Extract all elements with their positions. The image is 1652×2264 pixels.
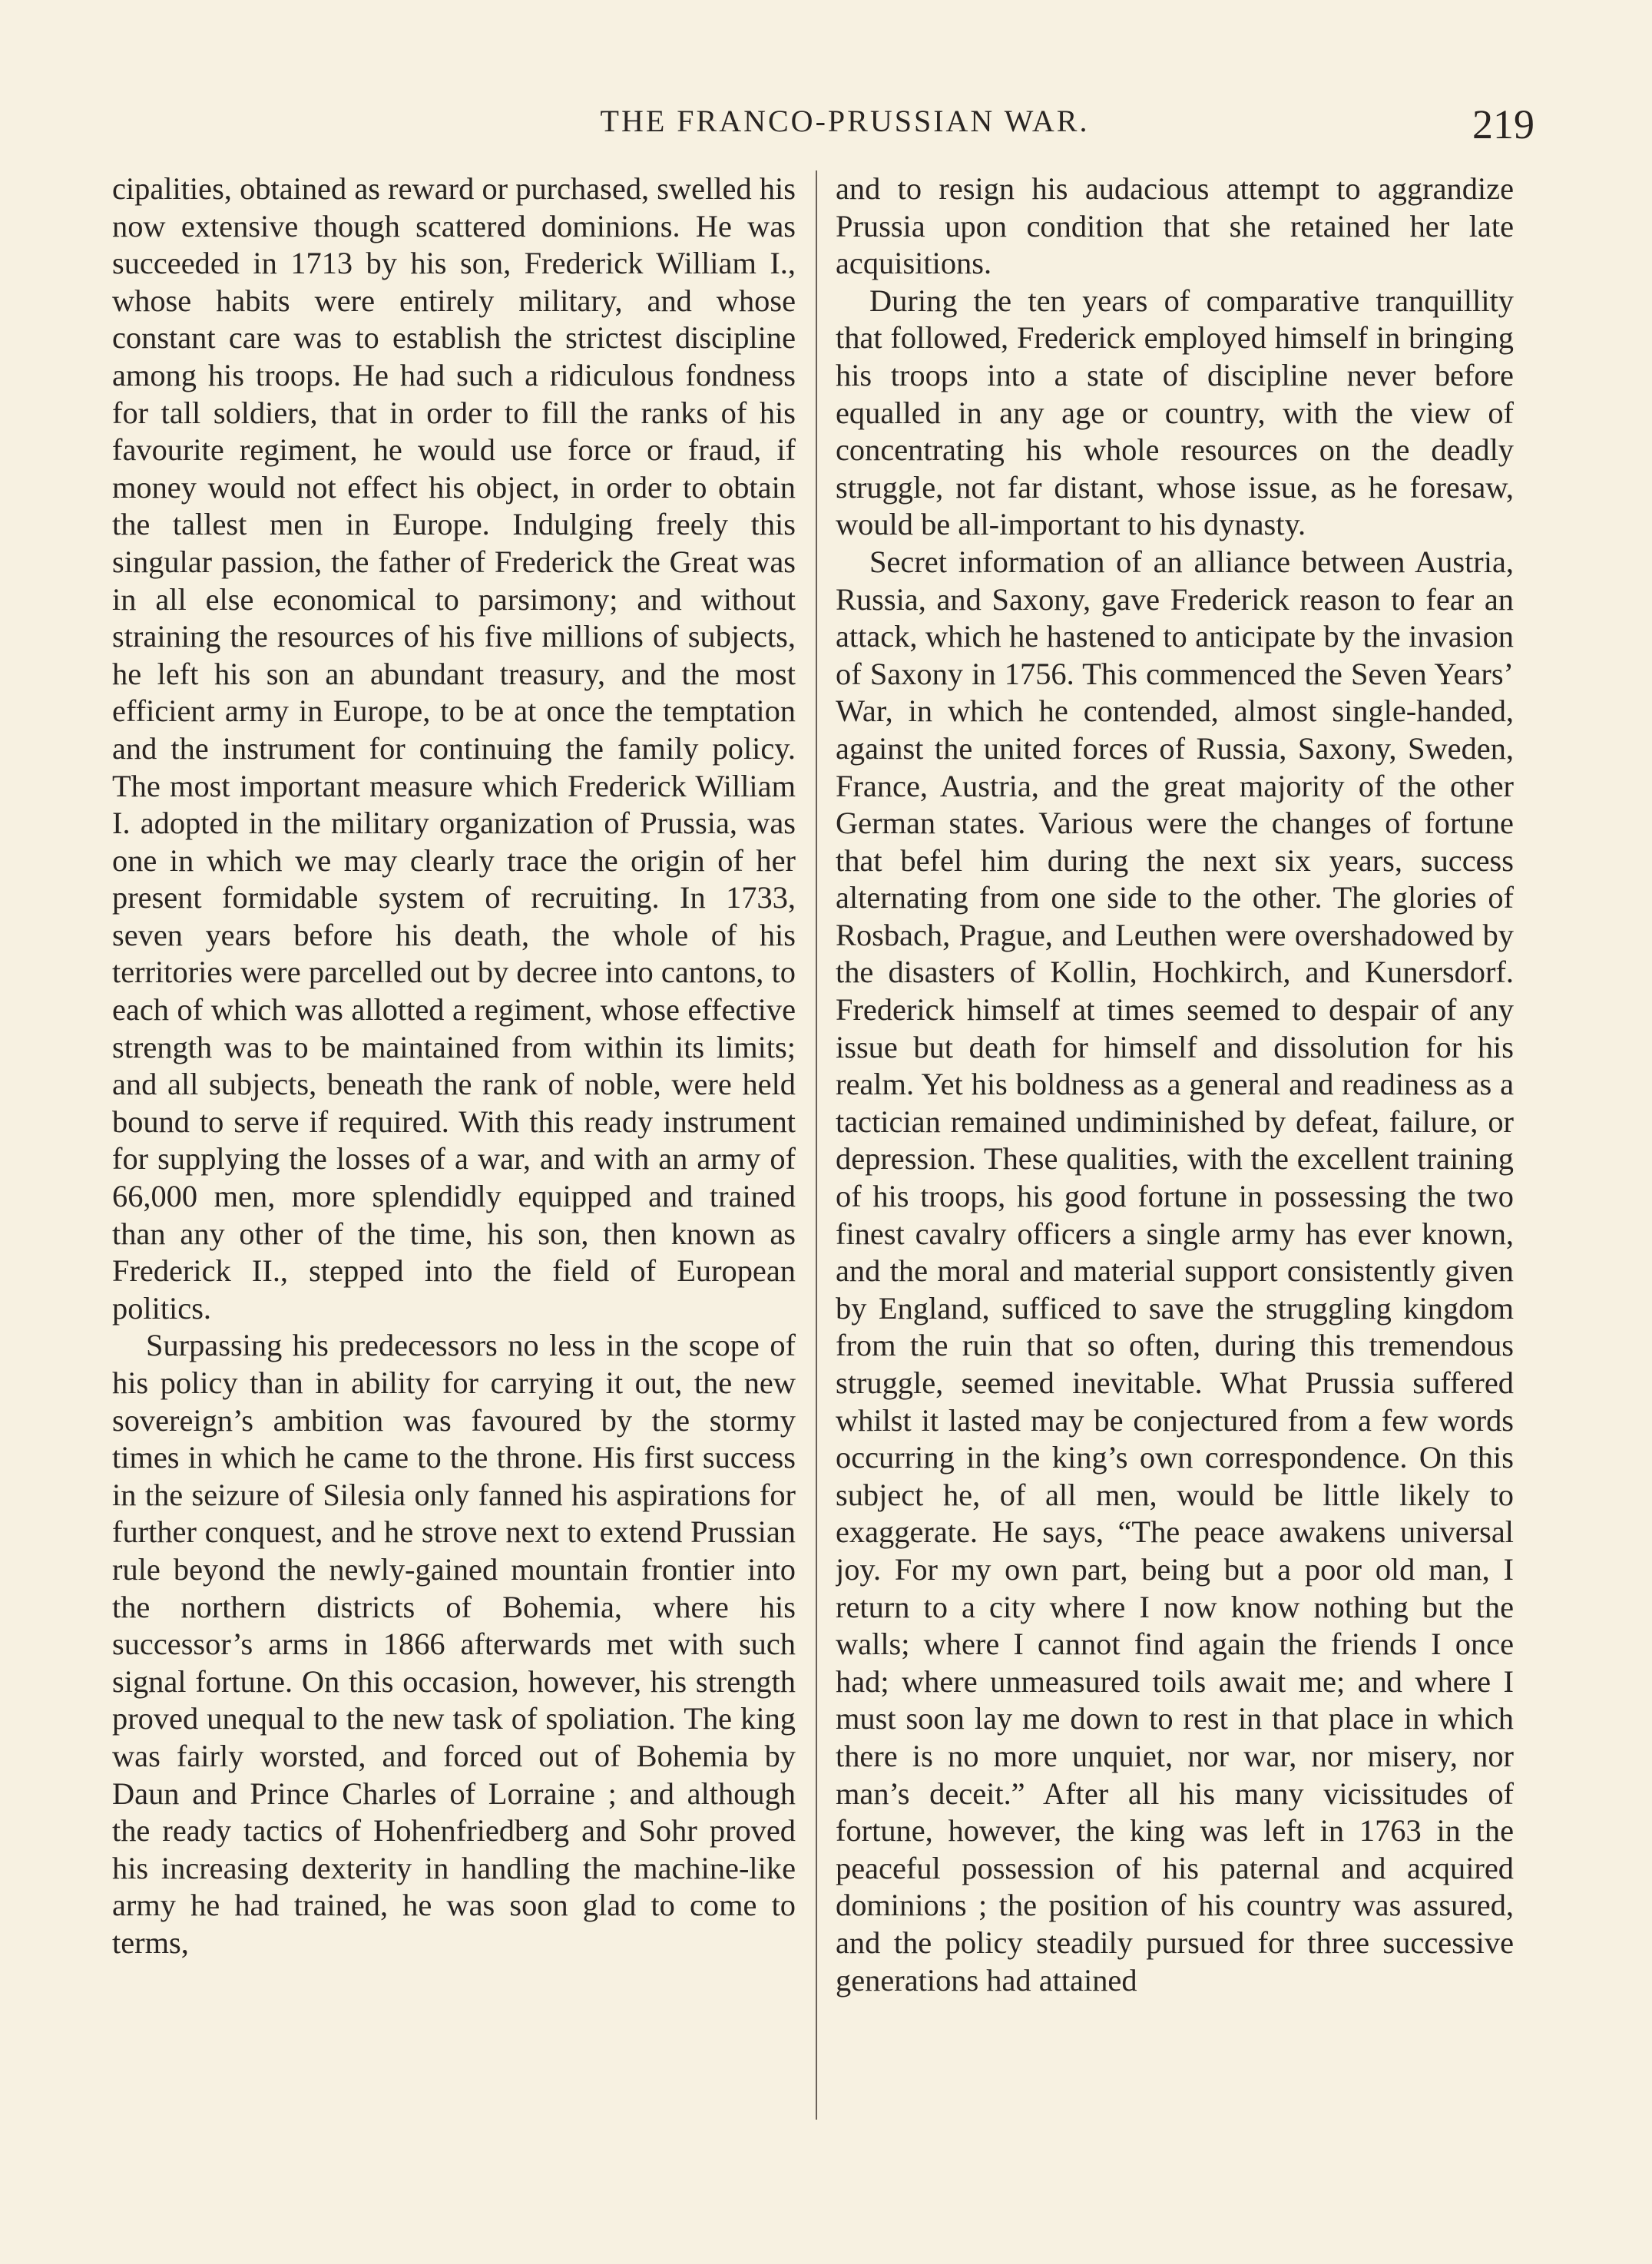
left-paragraph-2: Surpassing his predecessors no less in the scope of his policy than in ability for carrying it out, the new sovereign’s ambition was favoured by the stormy times in which he came to the throne. His first success in the seizure of Silesia only fanned his aspirations for further conquest, and he strove next to extend Prussian rule beyond the newly-gained mountain frontier into the northern districts of Bohemia, where his successor’s arms in 1866 afterwards met with such signal fortune. On this occasion, however, his strength proved unequal to the new task of spoliation. The king was fairly worsted, and forced out of Bohemia by Daun and Prince Charles of Lorraine ; and although the ready tactics of Hohenfriedberg and Sohr proved his increasing dexterity in handling the machine-like army he had trained, he was soon glad to come to terms, <box>112 1328 796 1960</box>
running-title: THE FRANCO-PRUSSIAN WAR. <box>600 104 1090 138</box>
right-paragraph-3: Secret information of an alliance between Austria, Russia, and Saxony, gave Frederick reason to fear an attack, which he hastened to anticipate by the invasion of Saxony in 1756. This commenced the Seven Years’ War, in which he contended, almost single-handed, against the united forces of Russia, Saxony, Sweden, France, Austria, and the great majority of the other German states. Various were the changes of fortune that befel him during the next six years, success alternating from one side to the other. The glories of Rosbach, Prague, and Leuthen were overshadowed by the disasters of Kollin, Hochkirch, and Kunersdorf. Frederick himself at times seemed to despair of any issue but death for himself and dissolution for his realm. Yet his boldness as a general and readiness as a tactician remained undiminished by defeat, failure, or depression. These qualities, with the excellent training of his troops, his good fortune in possessing the two finest cavalry officers a single army has ever known, and the moral and material support consistently given by England, sufficed to save the struggling kingdom from the ruin that so often, during this tremendous struggle, seemed inevitable. What Prussia suffered whilst it lasted may be conjectured from a few words occurring in the king’s own correspondence. On this subject he, of all men, would be little likely to exaggerate. He says, “The peace awakens universal joy. For my own part, being but a poor old man, I return to a city where I now know nothing but the walls; where I cannot find again the friends I once had; where unmeasured toils await me; and where I must soon lay me down to rest in that place in which there is no more unquiet, nor war, nor misery, nor man’s deceit.” After all his many vicissitudes of fortune, however, the king was left in 1763 in the peaceful possession of his paternal and acquired dominions ; the position of his country was assured, and the policy steadily pursued for three successive generations had attained <box>836 544 1514 1998</box>
left-paragraph-1: cipalities, obtained as reward or purchased, swelled his now extensive though scattered dominions. He was succeeded in 1713 by his son, Frederick William I., whose habits were entirely military, and whose constant care was to establish the strictest discipline among his troops. He had such a ridiculous fondness for tall soldiers, that in order to fill the ranks of his favourite regiment, he would use force or fraud, if money would not effect his object, in order to obtain the tallest men in Europe. Indulging freely this singular passion, the father of Frederick the Great was in all else economical to parsimony; and without straining the resources of his five millions of subjects, he left his son an abundant treasury, and the most efficient army in Europe, to be at once the temptation and the instrument for continuing the family policy. The most important measure which Frederick William I. adopted in the military organization of Prussia, was one in which we may clearly trace the origin of her present formidable system of recruiting. In 1733, seven years before his death, the whole of his territories were parcelled out by decree into cantons, to each of which was allotted a regiment, whose effective strength was to be maintained from within its limits; and all subjects, beneath the rank of noble, were held bound to serve if required. With this ready instrument for supplying the losses of a war, and with an army of 66,000 men, more splendidly equipped and trained than any other of the time, his son, then known as Frederick II., stepped into the field of European politics. <box>112 171 796 1326</box>
right-paragraph-1: and to resign his audacious attempt to aggrandize Prussia upon condition that she retained her late acquisitions. <box>836 171 1514 281</box>
column-divider <box>816 170 817 2120</box>
right-column <box>836 170 1514 2121</box>
left-column <box>112 170 796 2121</box>
page-number: 219 <box>1472 101 1534 147</box>
right-paragraph-2: During the ten years of comparative tranquillity that followed, Frederick employed himself in bringing his troops into a state of discipline never before equalled in any age or country, with the view of concentrating his whole resources on the deadly struggle, not far distant, whose issue, as he foresaw, would be all-important to his dynasty. <box>836 283 1514 542</box>
